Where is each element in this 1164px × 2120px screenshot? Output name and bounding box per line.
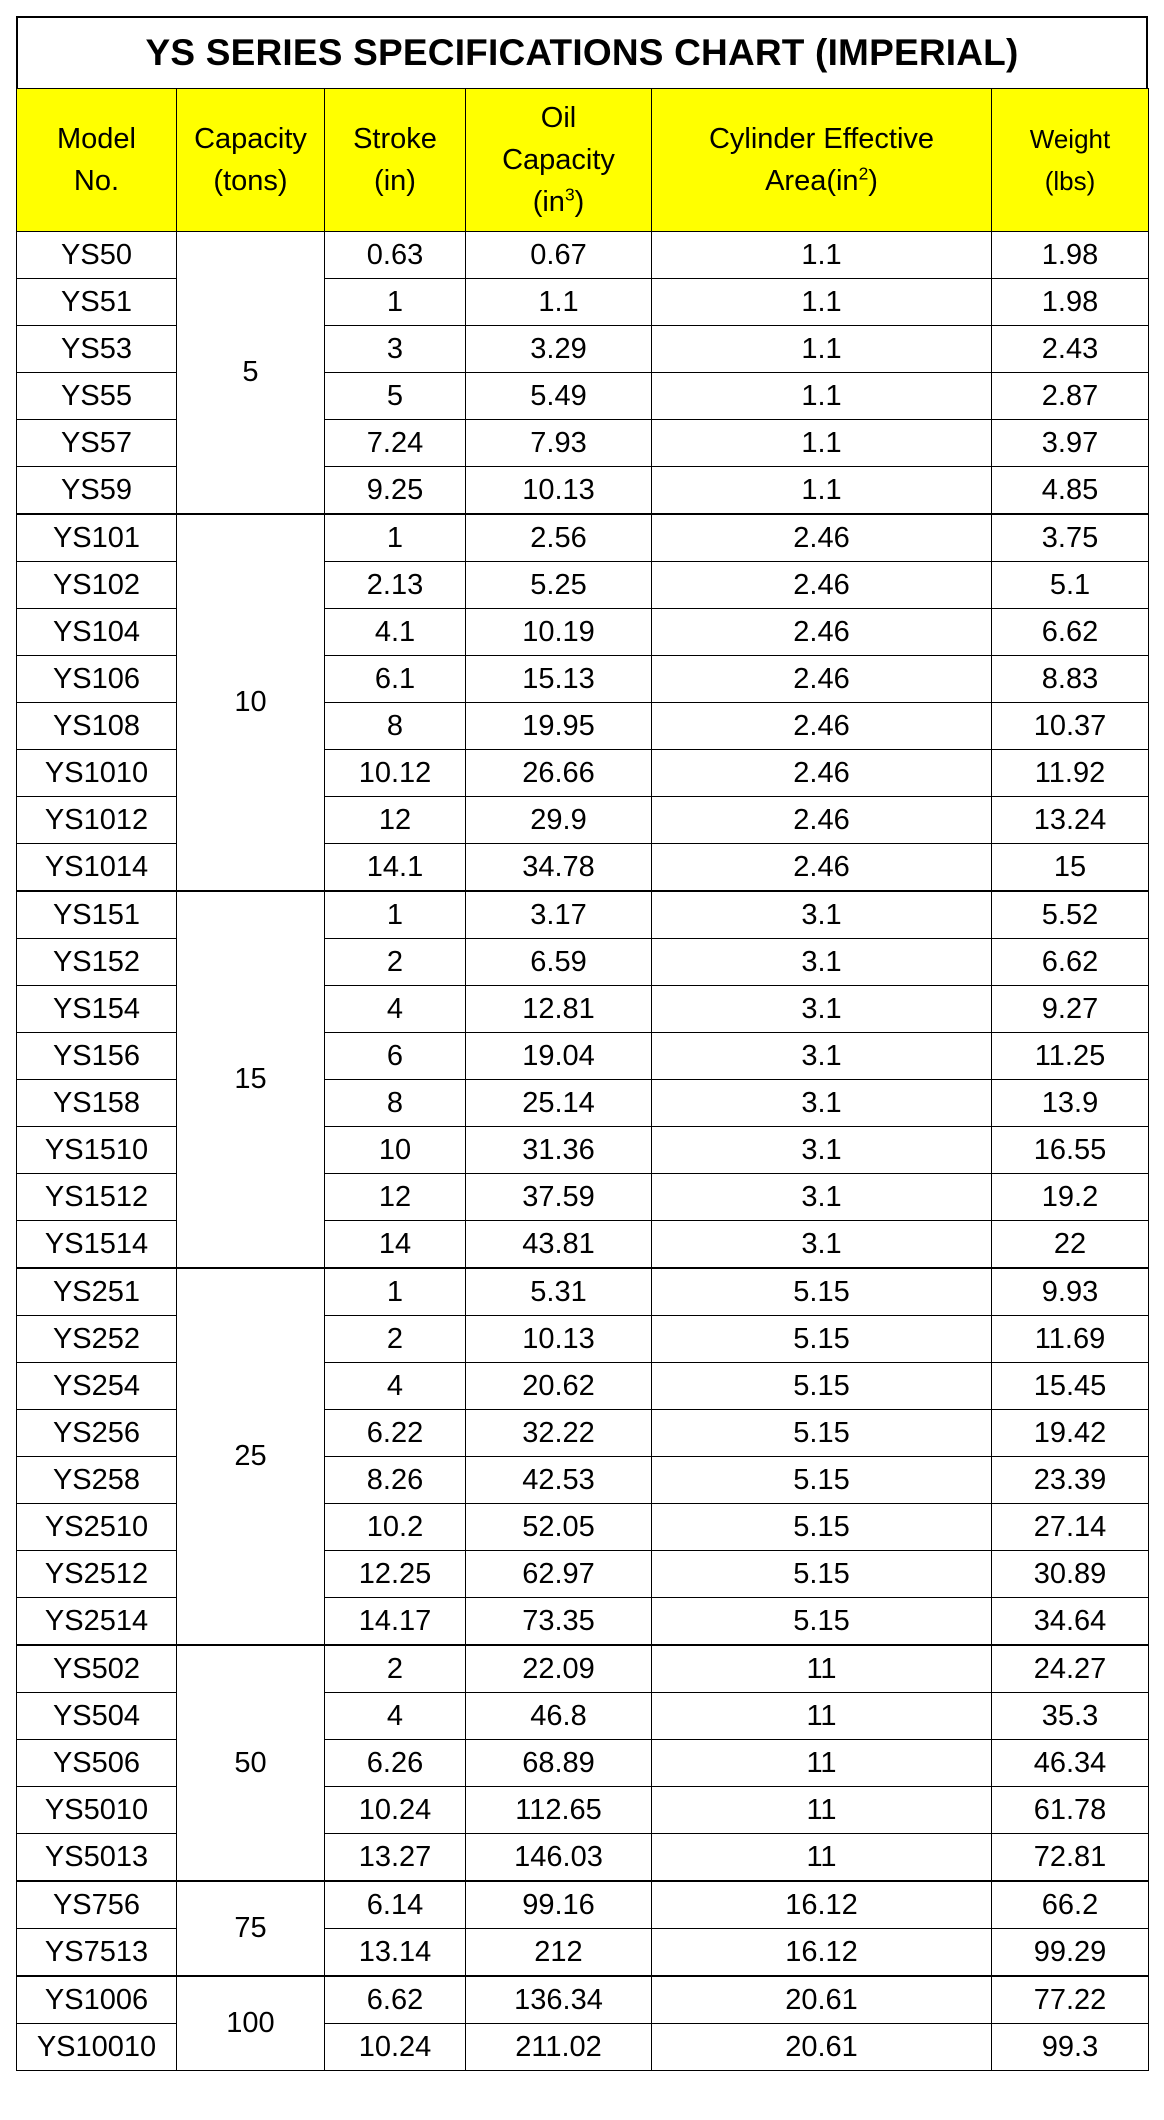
cell-oil-capacity: 43.81 (466, 1221, 652, 1269)
cell-cylinder-area: 2.46 (652, 844, 992, 892)
cell-weight: 9.27 (992, 986, 1149, 1033)
cell-weight: 1.98 (992, 279, 1149, 326)
cell-oil-capacity: 12.81 (466, 986, 652, 1033)
cell-stroke: 14.1 (325, 844, 466, 892)
cell-weight: 5.1 (992, 562, 1149, 609)
cell-stroke: 14.17 (325, 1598, 466, 1646)
cell-stroke: 6.22 (325, 1410, 466, 1457)
cell-stroke: 4 (325, 986, 466, 1033)
cell-oil-capacity: 112.65 (466, 1787, 652, 1834)
cell-cylinder-area: 5.15 (652, 1551, 992, 1598)
cell-weight: 61.78 (992, 1787, 1149, 1834)
cell-cylinder-area: 11 (652, 1834, 992, 1882)
cell-stroke: 4 (325, 1363, 466, 1410)
cell-capacity: 75 (177, 1881, 325, 1976)
cell-oil-capacity: 5.49 (466, 373, 652, 420)
header-capacity: Capacity (tons) (177, 89, 325, 232)
cell-stroke: 6.14 (325, 1881, 466, 1929)
table-row (17, 1881, 1149, 1929)
cell-oil-capacity: 1.1 (466, 279, 652, 326)
cell-weight: 3.75 (992, 514, 1149, 562)
cell-weight: 24.27 (992, 1645, 1149, 1693)
cell-weight: 19.2 (992, 1174, 1149, 1221)
cell-weight: 16.55 (992, 1127, 1149, 1174)
cell-weight: 4.85 (992, 467, 1149, 515)
cell-model: YS1512 (17, 1174, 177, 1221)
cell-weight: 46.34 (992, 1740, 1149, 1787)
cell-model: YS256 (17, 1410, 177, 1457)
cell-oil-capacity: 25.14 (466, 1080, 652, 1127)
cell-stroke: 7.24 (325, 420, 466, 467)
cell-oil-capacity: 32.22 (466, 1410, 652, 1457)
cell-oil-capacity: 19.95 (466, 703, 652, 750)
cell-stroke: 4 (325, 1693, 466, 1740)
cell-stroke: 8 (325, 1080, 466, 1127)
cell-oil-capacity: 62.97 (466, 1551, 652, 1598)
cell-model: YS102 (17, 562, 177, 609)
cell-oil-capacity: 146.03 (466, 1834, 652, 1882)
cell-model: YS252 (17, 1316, 177, 1363)
table-row (17, 1268, 1149, 1316)
table-row (17, 232, 1149, 279)
cell-oil-capacity: 6.59 (466, 939, 652, 986)
cell-stroke: 6.62 (325, 1976, 466, 2024)
cell-cylinder-area: 5.15 (652, 1363, 992, 1410)
cell-model: YS10010 (17, 2024, 177, 2071)
cell-weight: 15.45 (992, 1363, 1149, 1410)
cell-weight: 2.87 (992, 373, 1149, 420)
cell-cylinder-area: 3.1 (652, 1080, 992, 1127)
cell-oil-capacity: 211.02 (466, 2024, 652, 2071)
cell-oil-capacity: 15.13 (466, 656, 652, 703)
cell-weight: 34.64 (992, 1598, 1149, 1646)
cell-stroke: 8 (325, 703, 466, 750)
cell-model: YS756 (17, 1881, 177, 1929)
cell-stroke: 2 (325, 1316, 466, 1363)
cell-stroke: 1 (325, 279, 466, 326)
cell-stroke: 0.63 (325, 232, 466, 279)
cell-oil-capacity: 20.62 (466, 1363, 652, 1410)
cell-model: YS5010 (17, 1787, 177, 1834)
cell-cylinder-area: 2.46 (652, 609, 992, 656)
cell-weight: 11.69 (992, 1316, 1149, 1363)
cell-oil-capacity: 29.9 (466, 797, 652, 844)
cell-weight: 99.3 (992, 2024, 1149, 2071)
cell-oil-capacity: 5.31 (466, 1268, 652, 1316)
table-row (17, 1976, 1149, 2024)
header-weight: Weight (lbs) (992, 89, 1149, 232)
cell-weight: 5.52 (992, 891, 1149, 939)
cell-oil-capacity: 34.78 (466, 844, 652, 892)
cell-oil-capacity: 19.04 (466, 1033, 652, 1080)
cell-stroke: 12 (325, 797, 466, 844)
cell-weight: 10.37 (992, 703, 1149, 750)
cell-oil-capacity: 46.8 (466, 1693, 652, 1740)
cell-cylinder-area: 1.1 (652, 232, 992, 279)
cell-cylinder-area: 3.1 (652, 1221, 992, 1269)
cell-cylinder-area: 2.46 (652, 750, 992, 797)
cell-cylinder-area: 16.12 (652, 1881, 992, 1929)
cell-capacity: 25 (177, 1268, 325, 1645)
header-stroke: Stroke (in) (325, 89, 466, 232)
cell-stroke: 8.26 (325, 1457, 466, 1504)
cell-stroke: 12 (325, 1174, 466, 1221)
cell-stroke: 1 (325, 1268, 466, 1316)
cell-model: YS151 (17, 891, 177, 939)
cell-cylinder-area: 3.1 (652, 1127, 992, 1174)
cell-model: YS2510 (17, 1504, 177, 1551)
cell-model: YS57 (17, 420, 177, 467)
cell-cylinder-area: 1.1 (652, 373, 992, 420)
cell-model: YS1510 (17, 1127, 177, 1174)
cell-model: YS258 (17, 1457, 177, 1504)
cell-model: YS152 (17, 939, 177, 986)
cell-oil-capacity: 3.17 (466, 891, 652, 939)
cell-model: YS502 (17, 1645, 177, 1693)
cell-oil-capacity: 42.53 (466, 1457, 652, 1504)
cell-weight: 13.9 (992, 1080, 1149, 1127)
cell-cylinder-area: 11 (652, 1693, 992, 1740)
cell-model: YS101 (17, 514, 177, 562)
cell-weight: 72.81 (992, 1834, 1149, 1882)
cell-model: YS1514 (17, 1221, 177, 1269)
cell-stroke: 13.27 (325, 1834, 466, 1882)
cell-model: YS51 (17, 279, 177, 326)
header-oil-capacity: Oil Capacity $(in^3)$ (466, 89, 652, 232)
cell-cylinder-area: 3.1 (652, 1033, 992, 1080)
cell-model: YS1010 (17, 750, 177, 797)
table-row (17, 891, 1149, 939)
chart-title: YS SERIES SPECIFICATIONS CHART (IMPERIAL) (16, 16, 1148, 88)
cell-capacity: 15 (177, 891, 325, 1268)
cell-capacity: 100 (177, 1976, 325, 2071)
cell-weight: 9.93 (992, 1268, 1149, 1316)
spec-sheet (16, 16, 1148, 2071)
cell-cylinder-area: 1.1 (652, 326, 992, 373)
cell-model: YS506 (17, 1740, 177, 1787)
cell-model: YS53 (17, 326, 177, 373)
cell-cylinder-area: 2.46 (652, 514, 992, 562)
cell-cylinder-area: 3.1 (652, 1174, 992, 1221)
cell-oil-capacity: 212 (466, 1929, 652, 1977)
cell-cylinder-area: 1.1 (652, 420, 992, 467)
cell-oil-capacity: 68.89 (466, 1740, 652, 1787)
cell-model: YS2514 (17, 1598, 177, 1646)
header-cylinder-area: Cylinder Effective $Area(in^2)$ (652, 89, 992, 232)
cell-cylinder-area: 20.61 (652, 1976, 992, 2024)
header-row (17, 89, 1149, 232)
cell-weight: 23.39 (992, 1457, 1149, 1504)
cell-stroke: 14 (325, 1221, 466, 1269)
cell-model: YS251 (17, 1268, 177, 1316)
cell-stroke: 5 (325, 373, 466, 420)
cell-model: YS5013 (17, 1834, 177, 1882)
cell-model: YS59 (17, 467, 177, 515)
cell-stroke: 10.24 (325, 2024, 466, 2071)
cell-oil-capacity: 0.67 (466, 232, 652, 279)
cell-cylinder-area: 5.15 (652, 1316, 992, 1363)
cell-cylinder-area: 5.15 (652, 1598, 992, 1646)
cell-cylinder-area: 3.1 (652, 986, 992, 1033)
cell-weight: 77.22 (992, 1976, 1149, 2024)
cell-cylinder-area: 5.15 (652, 1504, 992, 1551)
cell-stroke: 10 (325, 1127, 466, 1174)
cell-weight: 35.3 (992, 1693, 1149, 1740)
cell-cylinder-area: 16.12 (652, 1929, 992, 1977)
cell-capacity: 5 (177, 232, 325, 515)
cell-cylinder-area: 11 (652, 1740, 992, 1787)
cell-model: YS1006 (17, 1976, 177, 2024)
cell-cylinder-area: 3.1 (652, 891, 992, 939)
spec-body (17, 232, 1149, 2071)
cell-model: YS55 (17, 373, 177, 420)
table-row (17, 1645, 1149, 1693)
cell-weight: 22 (992, 1221, 1149, 1269)
cell-weight: 3.97 (992, 420, 1149, 467)
cell-cylinder-area: 11 (652, 1787, 992, 1834)
cell-weight: 30.89 (992, 1551, 1149, 1598)
cell-stroke: 1 (325, 891, 466, 939)
cell-model: YS2512 (17, 1551, 177, 1598)
cell-stroke: 2 (325, 939, 466, 986)
cell-cylinder-area: 5.15 (652, 1457, 992, 1504)
cell-weight: 66.2 (992, 1881, 1149, 1929)
cell-cylinder-area: 2.46 (652, 797, 992, 844)
cell-model: YS254 (17, 1363, 177, 1410)
cell-weight: 6.62 (992, 939, 1149, 986)
cell-weight: 27.14 (992, 1504, 1149, 1551)
cell-cylinder-area: 2.46 (652, 703, 992, 750)
cell-weight: 99.29 (992, 1929, 1149, 1977)
cell-weight: 19.42 (992, 1410, 1149, 1457)
cell-cylinder-area: 3.1 (652, 939, 992, 986)
cell-model: YS104 (17, 609, 177, 656)
cell-cylinder-area: 2.46 (652, 562, 992, 609)
cell-stroke: 2.13 (325, 562, 466, 609)
cell-weight: 8.83 (992, 656, 1149, 703)
cell-oil-capacity: 7.93 (466, 420, 652, 467)
cell-model: YS154 (17, 986, 177, 1033)
cell-weight: 13.24 (992, 797, 1149, 844)
cell-oil-capacity: 10.19 (466, 609, 652, 656)
cell-oil-capacity: 10.13 (466, 467, 652, 515)
cell-oil-capacity: 22.09 (466, 1645, 652, 1693)
cell-stroke: 12.25 (325, 1551, 466, 1598)
cell-oil-capacity: 5.25 (466, 562, 652, 609)
cell-cylinder-area: 1.1 (652, 279, 992, 326)
table-row (17, 514, 1149, 562)
cell-oil-capacity: 37.59 (466, 1174, 652, 1221)
cell-model: YS504 (17, 1693, 177, 1740)
cell-stroke: 6 (325, 1033, 466, 1080)
cell-model: YS156 (17, 1033, 177, 1080)
cell-model: YS7513 (17, 1929, 177, 1977)
cell-oil-capacity: 52.05 (466, 1504, 652, 1551)
cell-weight: 11.25 (992, 1033, 1149, 1080)
cell-model: YS50 (17, 232, 177, 279)
cell-weight: 11.92 (992, 750, 1149, 797)
cell-stroke: 1 (325, 514, 466, 562)
cell-oil-capacity: 99.16 (466, 1881, 652, 1929)
cell-cylinder-area: 11 (652, 1645, 992, 1693)
cell-model: YS158 (17, 1080, 177, 1127)
cell-weight: 1.98 (992, 232, 1149, 279)
cell-stroke: 10.2 (325, 1504, 466, 1551)
cell-stroke: 9.25 (325, 467, 466, 515)
cell-oil-capacity: 3.29 (466, 326, 652, 373)
cell-model: YS1012 (17, 797, 177, 844)
cell-oil-capacity: 26.66 (466, 750, 652, 797)
cell-oil-capacity: 2.56 (466, 514, 652, 562)
cell-weight: 15 (992, 844, 1149, 892)
cell-stroke: 13.14 (325, 1929, 466, 1977)
header-model: Model No. (17, 89, 177, 232)
spec-table (16, 88, 1149, 2071)
cell-stroke: 10.24 (325, 1787, 466, 1834)
cell-model: YS1014 (17, 844, 177, 892)
cell-stroke: 2 (325, 1645, 466, 1693)
cell-cylinder-area: 5.15 (652, 1410, 992, 1457)
cell-cylinder-area: 2.46 (652, 656, 992, 703)
cell-stroke: 3 (325, 326, 466, 373)
cell-oil-capacity: 10.13 (466, 1316, 652, 1363)
cell-stroke: 4.1 (325, 609, 466, 656)
cell-stroke: 10.12 (325, 750, 466, 797)
cell-oil-capacity: 136.34 (466, 1976, 652, 2024)
cell-oil-capacity: 31.36 (466, 1127, 652, 1174)
cell-stroke: 6.26 (325, 1740, 466, 1787)
cell-capacity: 50 (177, 1645, 325, 1881)
cell-capacity: 10 (177, 514, 325, 891)
cell-cylinder-area: 1.1 (652, 467, 992, 515)
cell-stroke: 6.1 (325, 656, 466, 703)
cell-oil-capacity: 73.35 (466, 1598, 652, 1646)
cell-cylinder-area: 5.15 (652, 1268, 992, 1316)
cell-cylinder-area: 20.61 (652, 2024, 992, 2071)
cell-model: YS106 (17, 656, 177, 703)
cell-weight: 2.43 (992, 326, 1149, 373)
cell-weight: 6.62 (992, 609, 1149, 656)
cell-model: YS108 (17, 703, 177, 750)
